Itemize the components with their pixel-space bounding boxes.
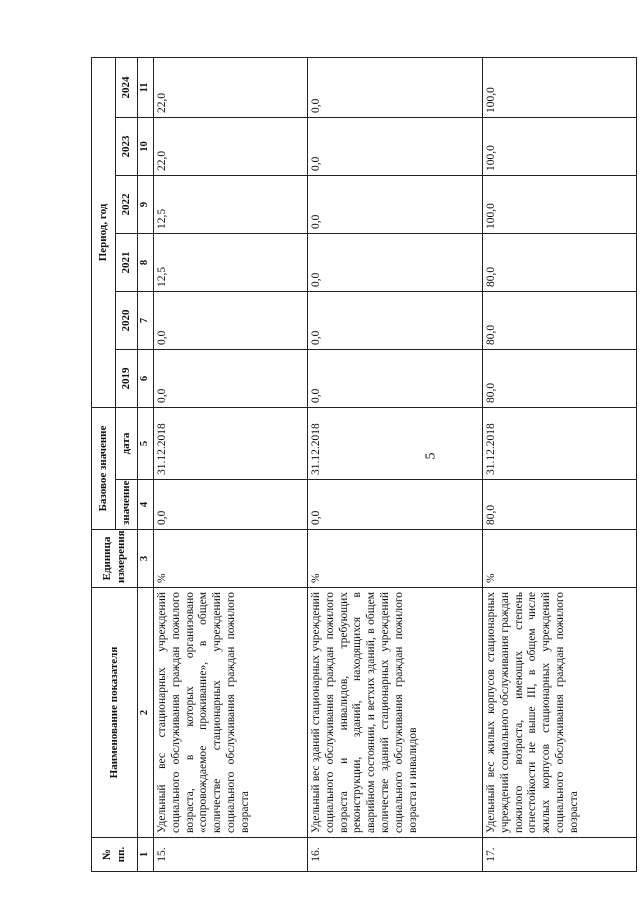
year-value-cell: 0,0 — [154, 349, 308, 407]
year-value-cell: 0,0 — [308, 349, 483, 407]
rotated-table-container — [91, 58, 637, 872]
header-year: 2019 — [116, 349, 138, 407]
table-row — [154, 57, 308, 871]
header-year: 2021 — [116, 233, 138, 291]
header-num: № пп. — [92, 838, 138, 872]
year-value-cell: 12,5 — [154, 175, 308, 233]
unit-cell: % — [482, 530, 636, 588]
header-period: Период, год — [92, 57, 116, 407]
base-value-cell: 0,0 — [308, 480, 483, 530]
year-value-cell: 80,0 — [482, 291, 636, 349]
col-number: 6 — [138, 349, 154, 407]
unit-cell: % — [154, 530, 308, 588]
header-base-value: значение — [116, 480, 138, 530]
year-value-cell: 0,0 — [308, 117, 483, 175]
header-base-date: дата — [116, 407, 138, 479]
year-value-cell: 0,0 — [308, 175, 483, 233]
row-number: 16. — [308, 838, 483, 872]
col-number: 4 — [138, 480, 154, 530]
table-row — [308, 57, 483, 871]
col-number: 7 — [138, 291, 154, 349]
col-number: 11 — [138, 57, 154, 117]
col-number: 10 — [138, 117, 154, 175]
indicator-name: Удельный вес стационарных учреждений социального обслуживания граждан пожилого возраста, в которых организовано «сопровождаемое проживание», в общем количестве стационарных учреждений социального обслуживания граждан пожилого возраста — [154, 588, 308, 838]
col-number: 1 — [138, 838, 154, 872]
base-value-cell: 80,0 — [482, 480, 636, 530]
header-year: 2023 — [116, 117, 138, 175]
base-date-cell: 31.12.2018 — [482, 407, 636, 479]
col-number: 8 — [138, 233, 154, 291]
year-value-cell: 100,0 — [482, 175, 636, 233]
header-year: 2020 — [116, 291, 138, 349]
table-row — [482, 57, 636, 871]
year-value-cell: 80,0 — [482, 349, 636, 407]
year-value-cell: 22,0 — [154, 117, 308, 175]
year-value-cell: 12,5 — [154, 233, 308, 291]
col-number: 2 — [138, 588, 154, 838]
year-value-cell: 22,0 — [154, 57, 308, 117]
header-unit: Единица измерения — [92, 530, 138, 588]
header-year: 2022 — [116, 175, 138, 233]
indicator-name: Удельный вес зданий стационарных учреждений социального обслуживания граждан пожилого возраста и инвалидов, требующих реконструкции, зданий, находящихся в аварийном состоянии, и ветхих зданий, в общем количестве зданий стационарных учреждений социального обслуживания граждан пожилого возраста и инвалидов — [308, 588, 483, 838]
year-value-cell: 100,0 — [482, 117, 636, 175]
year-value-cell: 100,0 — [482, 57, 636, 117]
year-value-cell: 0,0 — [154, 291, 308, 349]
year-value-cell: 80,0 — [482, 233, 636, 291]
year-value-cell: 0,0 — [308, 291, 483, 349]
header-base: Базовое значение — [92, 407, 116, 529]
base-value-cell: 0,0 — [154, 480, 308, 530]
year-value-cell: 0,0 — [308, 233, 483, 291]
col-number: 5 — [138, 407, 154, 479]
row-number: 17. — [482, 838, 636, 872]
row-number: 15. — [154, 838, 308, 872]
indicators-table — [91, 57, 637, 872]
col-number: 9 — [138, 175, 154, 233]
header-year: 2024 — [116, 57, 138, 117]
year-value-cell: 0,0 — [308, 57, 483, 117]
col-number: 3 — [138, 530, 154, 588]
unit-cell: % — [308, 530, 483, 588]
base-date-cell: 31.12.2018 — [154, 407, 308, 479]
base-date-cell: 31.12.2018 — [308, 407, 483, 479]
indicator-name: Удельный вес жилых корпусов стационарных учреждений социального обслуживания граждан пожилого возраста, имеющих степень огнестойкости не выше III, в общем числе жилых корпусов стационарных учреждений социального обслуживания граждан пожилого возраста — [482, 588, 636, 838]
header-name: Наименование показателя — [92, 588, 138, 838]
page-number: 5 — [423, 452, 439, 460]
